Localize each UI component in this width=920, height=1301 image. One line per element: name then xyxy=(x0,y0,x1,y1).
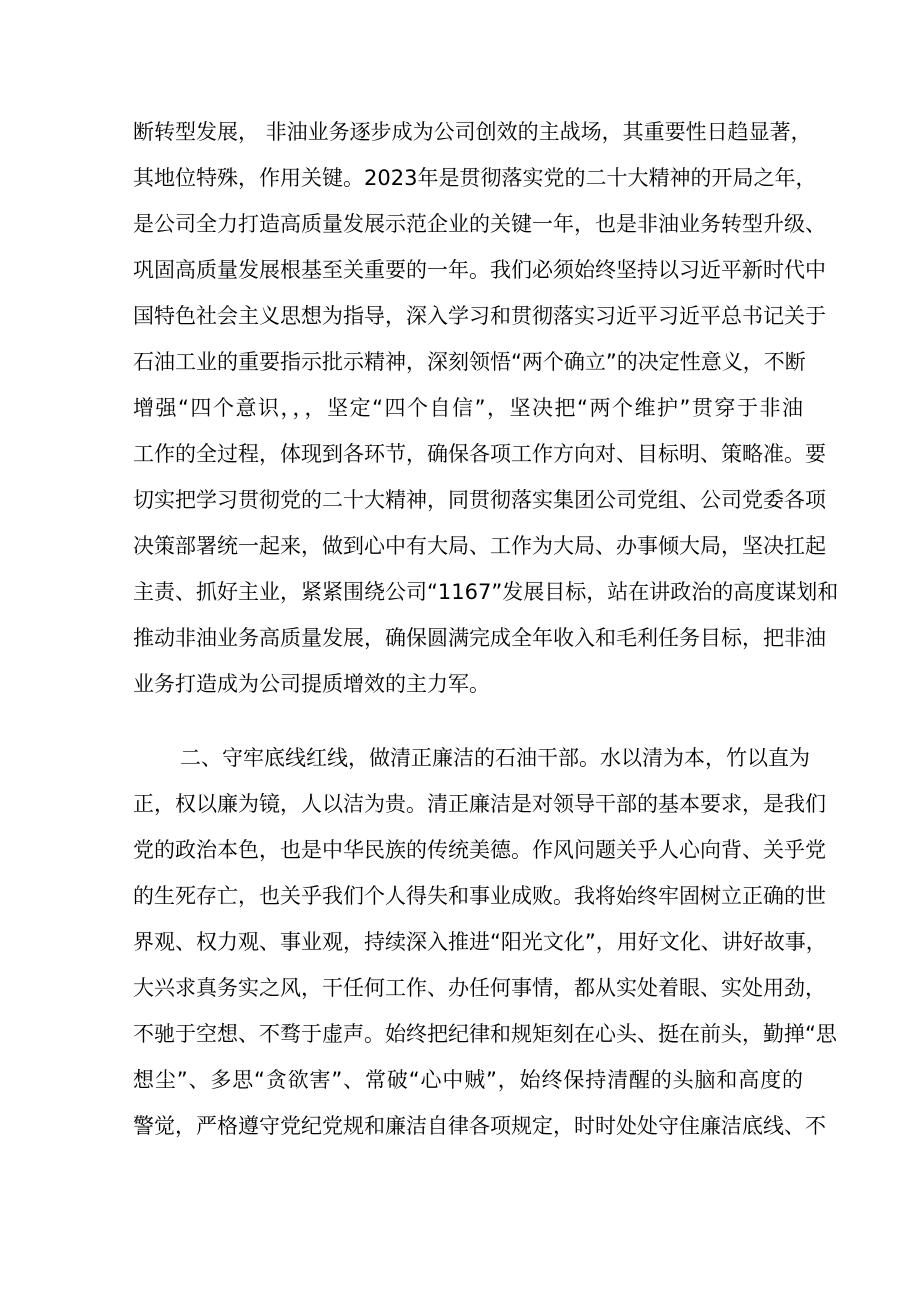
paragraph-line: 界观、权力观、事业观，持续深入推进“阳光文化”，用好文化、讲好故事， xyxy=(133,930,827,954)
paragraph-line: 大兴求真务实之风，干任何工作、办任何事情，都从实处着眼、实处用劲， xyxy=(133,976,826,1000)
paragraph-line: 断转型发展， 非油业务逐步成为公司创效的主战场，其重要性日趋显著， xyxy=(133,120,812,144)
paragraph-line: 推动非油业务高质量发展，确保圆满完成全年收入和毛利任务目标，把非油 xyxy=(133,626,826,650)
paragraph-line: 切实把学习贯彻党的二十大精神，同贯彻落实集团公司党组、公司党委各项 xyxy=(133,488,826,512)
paragraph-line: 正，权以廉为镜，人以洁为贵。清正廉洁是对领导干部的基本要求，是我们 xyxy=(133,792,826,816)
paragraph-line: 决策部署统一起来，做到心中有大局、工作为大局、办事倾大局，坚决扛起 xyxy=(133,534,826,558)
paragraph-line: 主责、抓好主业，紧紧围绕公司“1167”发展目标，站在讲政治的高度谋划和 xyxy=(133,580,839,604)
paragraph-line: 警觉，严格遵守党纪党规和廉洁自律各项规定，时时处处守住廉洁底线、不 xyxy=(133,1114,826,1138)
paragraph-line: 的生死存亡，也关乎我们个人得失和事业成败。我将始终牢固树立正确的世 xyxy=(133,884,826,908)
paragraph-line: 业务打造成为公司提质增效的主力军。 xyxy=(133,672,490,696)
paragraph-line: 其地位特殊，作用关键。2023年是贯彻落实党的二十大精神的开局之年， xyxy=(133,166,817,190)
paragraph-line: 工作的全过程，体现到各环节，确保各项工作方向对、目标明、策略准。要 xyxy=(133,442,826,466)
paragraph-line: 想尘”、多思“贪欲害”、常破“心中贼”，始终保持清醒的头脑和高度的 xyxy=(133,1068,803,1092)
paragraph-line: 国特色社会主义思想为指导，深入学习和贯彻落实习近平习近平总书记关于 xyxy=(133,304,826,328)
paragraph-line: 是公司全力打造高质量发展示范企业的关键一年，也是非油业务转型升级、 xyxy=(133,212,826,236)
paragraph-line: 不驰于空想、不骛于虚声。始终把纪律和规矩刻在心头、挺在前头，勤掸“思 xyxy=(133,1022,837,1046)
paragraph-line: 巩固高质量发展根基至关重要的一年。我们必须始终坚持以习近平新时代中 xyxy=(133,258,826,282)
paragraph-line: 党的政治本色，也是中华民族的传统美德。作风问题关乎人心向背、关乎党 xyxy=(133,838,826,862)
paragraph-line: 石油工业的重要指示批示精神，深刻领悟“两个确立”的决定性意义，不断 xyxy=(133,350,806,374)
paragraph-line: 二、守牢底线红线，做清正廉洁的石油干部。水以清为本，竹以直为 xyxy=(180,746,810,770)
paragraph-line: 增强“四个意识，，，坚定“四个自信”，坚决把“两个维护”贯穿于非油 xyxy=(133,396,803,420)
